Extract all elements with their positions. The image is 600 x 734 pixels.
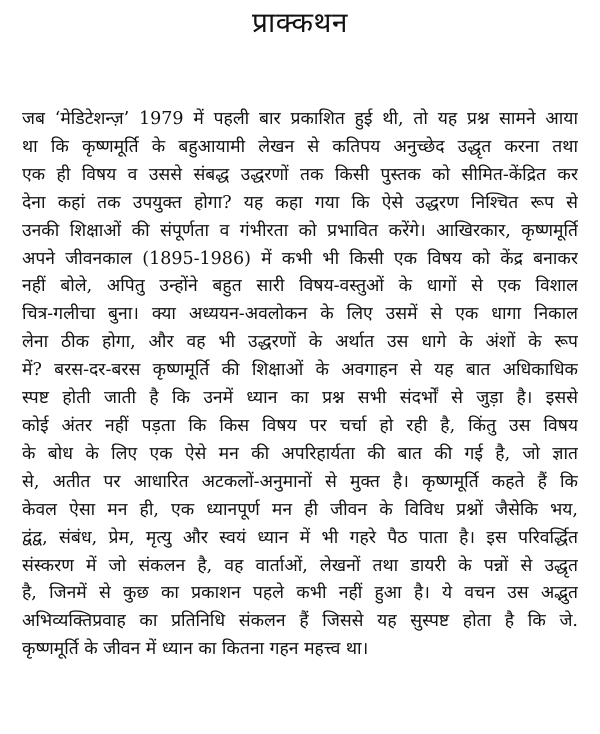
text-line: उनकी शिक्षाओं की संपूर्णता व गंभीरता को प्रभावित करेंगे। आखिरकार, कृष्णमूर्ति <box>22 220 578 241</box>
body-paragraph <box>22 106 578 664</box>
text-line: लेना ठीक होगा, और वह भी उद्धरणों के अर्थात उस धागे के अंशों के रूप <box>22 332 578 353</box>
text-line: है, जिनमें से कुछ का प्रकाशन पहले कभी नहीं हुआ है। ये वचन उस अद्भुत <box>22 583 578 604</box>
page-title: प्राक्कथन <box>252 6 348 39</box>
text-line: कोई अंतर नहीं पड़ता कि किस विषय पर चर्चा हो रही है, किंतु उस विषय <box>22 415 578 436</box>
text-line: था कि कृष्णमूर्ति के बहुआयामी लेखन से कतिपय अनुच्छेद उद्धृत करना तथा <box>22 136 578 157</box>
text-line: संस्करण में जो संकलन है, वह वार्ताओं, लेखनों तथा डायरी के पन्नों से उद्धृत <box>22 555 578 576</box>
text-line: जब ‘मेडिटेशन्ज़’ 1979 में पहली बार प्रकाशित हुई थी, तो यह प्रश्न सामने आया <box>22 109 578 129</box>
text-line: एक ही विषय व उससे संबद्ध उद्धरणों तक किसी पुस्तक को सीमित-केंद्रित कर <box>22 164 578 185</box>
text-line: में? बरस-दर-बरस कृष्णमूर्ति की शिक्षाओं के अवगाहन से यह बात अधिकाधिक <box>22 360 578 381</box>
text-line: स्पष्ट होती जाती है कि उनमें ध्यान का प्रश्न सभी संदर्भों से जुड़ा है। इससे <box>22 388 578 409</box>
text-line: अभिव्यक्तिप्रवाह का प्रतिनिधि संकलन हैं जिससे यह सुस्पष्ट होता है कि जे. <box>22 611 578 632</box>
text-line: केवल ऐसा मन ही, एक ध्यानपूर्ण मन ही जीवन के विविध प्रश्नों जैसेकि भय, <box>22 499 578 520</box>
text-line: देना कहां तक उपयुक्त होगा? यह कहा गया कि ऐसे उद्धरण निश्चित रूप से <box>22 192 578 213</box>
text-line: के बोध के लिए एक ऐसे मन की अपरिहार्यता की बात की गई है, जो ज्ञात <box>22 443 578 464</box>
text-line: द्वंद्व, संबंध, प्रेम, मृत्यु और स्वयं ध्यान में भी गहरे पैठ पाता है। इस परिवर्द्धित <box>22 527 578 548</box>
text-line: से, अतीत पर आधारित अटकलों-अनुमानों से मुक्त है। कृष्णमूर्ति कहते हैं कि <box>22 471 578 492</box>
text-line: चित्र-गलीचा बुना। क्या अध्ययन-अवलोकन के लिए उसमें से एक धागा निकाल <box>22 304 578 325</box>
text-line: अपने जीवनकाल (1895-1986) में कभी भी किसी एक विषय को केंद्र बनाकर <box>22 248 578 269</box>
text-line: कृष्णमूर्ति के जीवन में ध्यान का कितना गहन महत्त्व था। <box>22 639 369 660</box>
text-line: नहीं बोले, अपितु उन्होंने बहुत सारी विषय-वस्तुओं के धागों से एक विशाल <box>22 276 578 297</box>
